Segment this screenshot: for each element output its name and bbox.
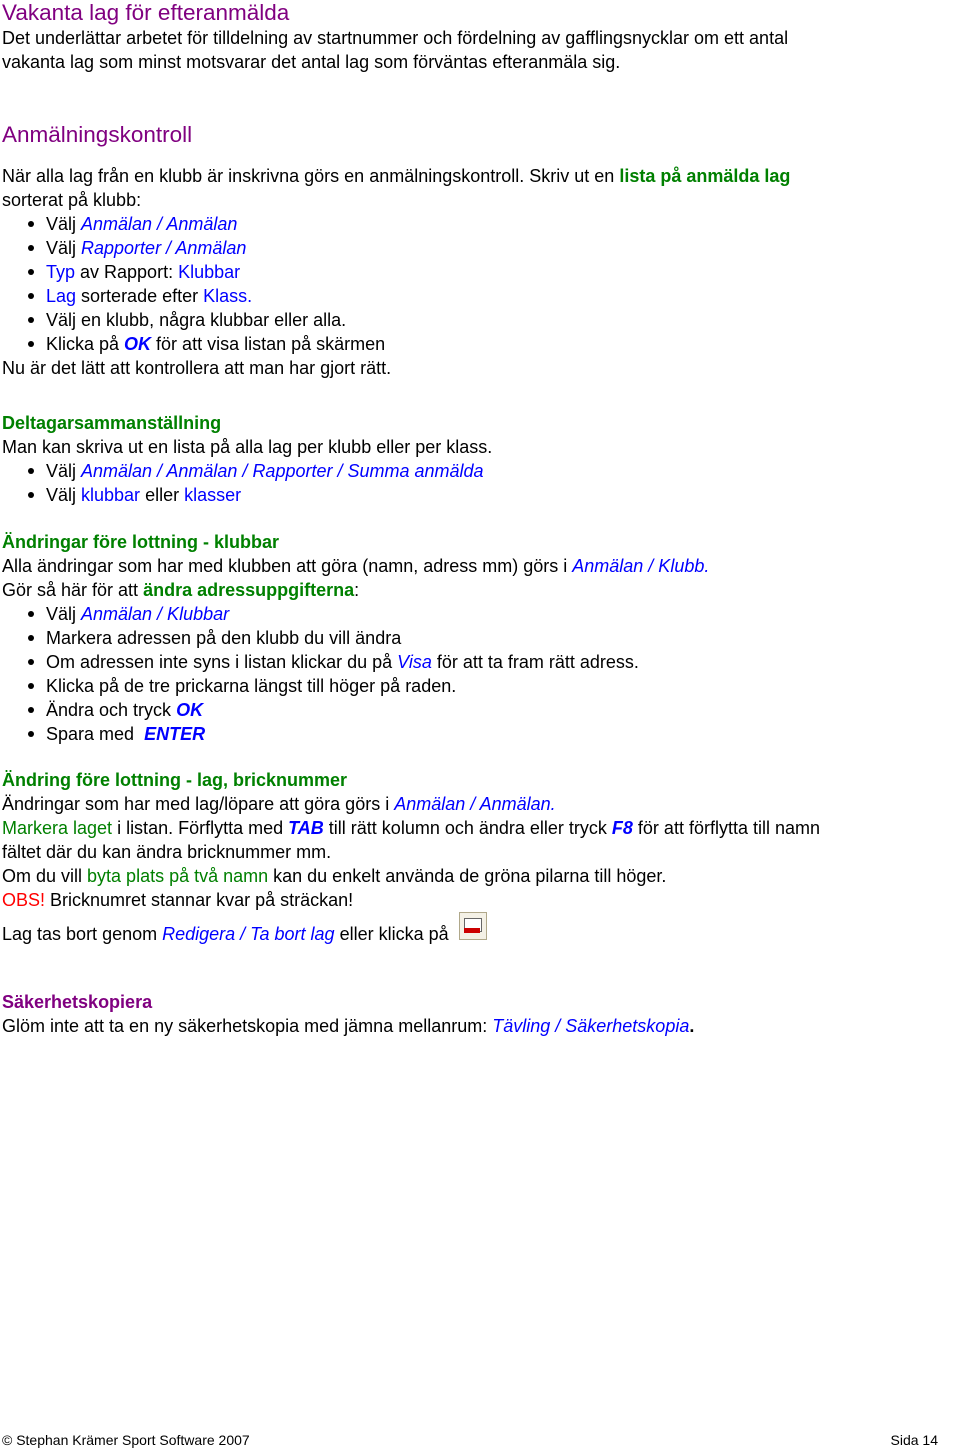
text: Klicka på [46, 334, 125, 354]
paragraph: Det underlättar arbetet för tilldelning av startnummer och fördelning av gafflingsnycklar om ett antal [2, 28, 789, 48]
section-title: Anmälningskontroll [2, 122, 193, 147]
list-item [2, 650, 709, 674]
menu-path: Tävling / Säkerhetskopia [492, 1016, 690, 1036]
list-item [2, 722, 709, 746]
paragraph [2, 816, 820, 840]
highlight-text: lista på anmälda lag [619, 166, 791, 186]
paragraph [2, 554, 709, 578]
menu-path: Anmälan / Anmälan / Rapporter / Summa anmälda [81, 461, 484, 481]
text: Välj [46, 604, 82, 624]
menu-path: Redigera / Ta bort lag [162, 924, 335, 944]
option-text: klasser [184, 485, 242, 505]
instruction-list [2, 459, 492, 507]
text: Ändra och tryck [46, 700, 177, 720]
text: för att ta fram rätt adress. [431, 652, 639, 672]
text: Om du vill [2, 866, 88, 886]
button-reference: OK [124, 334, 152, 354]
text: Klicka på de tre prickarna längst till höger på raden. [46, 676, 457, 696]
bullet-icon [28, 293, 34, 299]
text: eller klicka på [334, 924, 449, 944]
bullet-icon [28, 731, 34, 737]
section-title: Vakanta lag för efteranmälda [2, 0, 290, 25]
paragraph: fältet där du kan ändra bricknummer mm. [2, 842, 332, 862]
paragraph: Man kan skriva ut en lista på alla lag per klubb eller per klass. [2, 437, 493, 457]
section-andringar-klubbar [2, 530, 709, 746]
warning-label: OBS! [2, 890, 46, 910]
key-reference: TAB [288, 818, 324, 838]
bullet-icon [28, 492, 34, 498]
text: till rätt kolumn och ändra eller tryck [323, 818, 612, 838]
menu-path: Anmälan / Anmälan [81, 214, 238, 234]
paragraph [2, 1014, 694, 1038]
list-item [2, 236, 790, 260]
text: av Rapport: [75, 262, 179, 282]
list-item [2, 308, 790, 332]
section-andring-lag [2, 768, 820, 946]
button-reference: OK [176, 700, 204, 720]
paragraph [2, 164, 790, 188]
list-item [2, 459, 492, 483]
text: Välj [46, 485, 82, 505]
list-item [2, 212, 790, 236]
paragraph: vakanta lag som minst motsvarar det antal lag som förväntas efteranmäla sig. [2, 52, 621, 72]
section-deltagarsammanstallning [2, 411, 492, 507]
paragraph: Nu är det lätt att kontrollera att man har gjort rätt. [2, 358, 392, 378]
text: . [689, 1016, 695, 1036]
list-item [2, 332, 790, 356]
section-title: Säkerhetskopiera [2, 992, 153, 1012]
text: sorterade efter [76, 286, 204, 306]
bullet-icon [28, 659, 34, 665]
text: Lag tas bort genom [2, 924, 163, 944]
field-name: Typ [46, 262, 76, 282]
paragraph: sorterat på klubb: [2, 190, 142, 210]
bullet-icon [28, 317, 34, 323]
bullet-icon [28, 683, 34, 689]
instruction-list [2, 602, 709, 746]
text: Glöm inte att ta en ny säkerhetskopia med jämna mellanrum: [2, 1016, 493, 1036]
delete-team-icon [459, 912, 487, 940]
list-item [2, 626, 709, 650]
bullet-icon [28, 707, 34, 713]
section-title: Ändringar före lottning - klubbar [2, 532, 279, 552]
menu-path: Anmälan / Anmälan. [394, 794, 556, 814]
section-vakanta-lag [2, 0, 788, 74]
text: i listan. Förflytta med [112, 818, 289, 838]
text: Ändringar som har med lag/löpare att göra görs i [2, 794, 395, 814]
list-item [2, 698, 709, 722]
key-reference: F8 [611, 818, 633, 838]
text: för att förflytta till namn [632, 818, 820, 838]
bullet-icon [28, 221, 34, 227]
bullet-icon [28, 269, 34, 275]
highlight-text: byta plats på två namn [87, 866, 269, 886]
section-title: Ändring före lottning - lag, bricknummer [2, 770, 348, 790]
paragraph [2, 792, 820, 816]
field-name: Lag [46, 286, 77, 306]
paragraph [2, 864, 820, 888]
paragraph [2, 888, 820, 912]
option-text: klubbar [81, 485, 141, 505]
text: Markera adressen på den klubb du vill ändra [46, 628, 402, 648]
bullet-icon [28, 341, 34, 347]
field-value: Klass. [203, 286, 253, 306]
footer-page-number: Sida 14 [890, 1432, 938, 1448]
text: Alla ändringar som har med klubben att göra (namn, adress mm) görs i [2, 556, 573, 576]
text: Välj en klubb, några klubbar eller alla. [46, 310, 347, 330]
text: Välj [46, 461, 82, 481]
highlight-text: ändra adressuppgifterna [143, 580, 355, 600]
list-item [2, 602, 709, 626]
paragraph [2, 922, 820, 946]
menu-path: Rapporter / Anmälan [81, 238, 247, 258]
section-anmalningskontroll [2, 122, 790, 380]
list-item [2, 260, 790, 284]
text: Spara med [46, 724, 145, 744]
list-item [2, 284, 790, 308]
text: eller [140, 485, 185, 505]
text: : [354, 580, 360, 600]
instruction-list [2, 212, 790, 356]
button-reference: Visa [397, 652, 432, 672]
bullet-icon [28, 611, 34, 617]
bullet-icon [28, 245, 34, 251]
text: Bricknumret stannar kvar på sträckan! [45, 890, 354, 910]
bullet-icon [28, 635, 34, 641]
paragraph [2, 578, 709, 602]
text: kan du enkelt använda de gröna pilarna till höger. [268, 866, 667, 886]
bullet-icon [28, 468, 34, 474]
field-value: Klubbar [178, 262, 241, 282]
menu-path: Anmälan / Klubb. [572, 556, 710, 576]
text: Om adressen inte syns i listan klickar du på [46, 652, 398, 672]
delete-bar-icon [464, 928, 480, 933]
text: Välj [46, 214, 82, 234]
section-sakerhetskopiera [2, 990, 694, 1038]
text: för att visa listan på skärmen [151, 334, 386, 354]
text: Välj [46, 238, 82, 258]
section-title: Deltagarsammanställning [2, 413, 222, 433]
key-reference: ENTER [144, 724, 206, 744]
text: När alla lag från en klubb är inskrivna görs en anmälningskontroll. Skriv ut en [2, 166, 620, 186]
list-item [2, 483, 492, 507]
menu-path: Anmälan / Klubbar [81, 604, 230, 624]
footer-copyright: © Stephan Krämer Sport Software 2007 [2, 1432, 250, 1448]
list-item [2, 674, 709, 698]
highlight-text: Markera laget [2, 818, 113, 838]
text: Gör så här för att [2, 580, 144, 600]
